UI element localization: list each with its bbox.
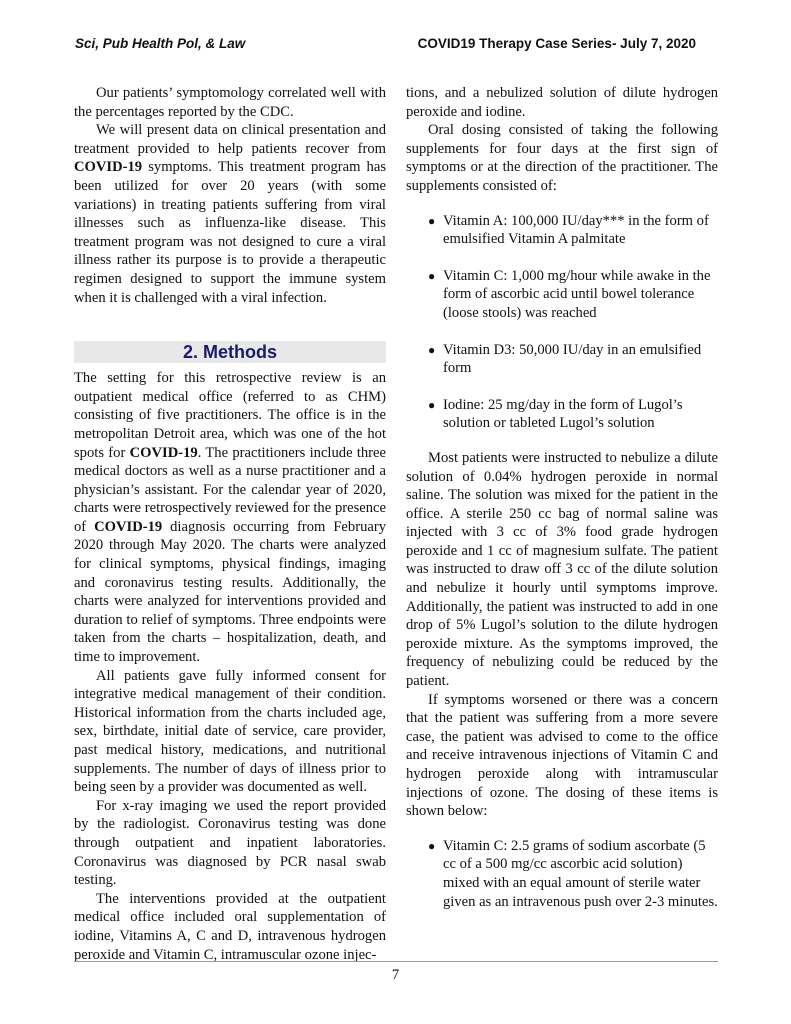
paragraph-continuation: tions, and a nebulized solution of dilute hydrogen peroxide and iodine. xyxy=(406,85,718,120)
bullet-icon: ● xyxy=(428,342,436,357)
section-spacer xyxy=(74,307,386,333)
left-column xyxy=(74,84,386,964)
bullet-icon: ● xyxy=(428,397,436,412)
paragraph-treatment-intro xyxy=(74,121,386,307)
iv-dosing-list xyxy=(406,837,718,911)
list-item-text: Vitamin C: 2.5 grams of sodium ascorbate (5 cc of a 500 mg/cc ascorbic acid solution) mixed with an equal amount of sterile water given as an intravenous push over 2-3 minutes. xyxy=(443,837,718,910)
paragraph-oral-dosing: Oral dosing consisted of taking the following supplements for four days at the first sign of symptoms or at the direction of the practitioner. The supplements consisted of: xyxy=(406,122,718,194)
list-item-text: Vitamin A: 100,000 IU/day*** in the form of emulsified Vitamin A palmitate xyxy=(443,212,709,248)
text-run: We will present data on clinical presentation and treatment provided to help patients recover from xyxy=(74,122,386,157)
list-item-text: Vitamin C: 1,000 mg/hour while awake in the form of ascorbic acid until bowel tolerance (loose stools) was reached xyxy=(443,267,711,321)
bold-term: COVID-19 xyxy=(94,518,163,535)
list-item xyxy=(406,837,718,911)
text-run: symptoms. This treatment program has been utilized for over 20 years (with some variations) in treating patients suffering from viral illnesses such as influenza-like disease. This treatment program was not designed to cure a viral illness rather its purpose is to provide a therapeutic regimen designed to support the immune system when it is challenged with a viral infection. xyxy=(74,159,386,306)
text-run: diagnosis occurring from February 2020 through May 2020. The charts were analyzed for clinical symptoms, physical findings, imaging and coronavirus testing results. Additionally, the charts were analyzed for interventions provided and duration to relief of symptoms. Three endpoints were taken from the charts – hospitalization, death, and time to improvement. xyxy=(74,518,386,666)
paragraph-interventions: The interventions provided at the outpatient medical office included oral supplementation of iodine, Vitamins A, C and D, intravenous hydrogen peroxide and Vitamin C, intramuscular ozone injec- xyxy=(74,890,386,963)
bold-term: COVID-19 xyxy=(74,159,143,176)
paragraph-consent: All patients gave fully informed consent for integrative medical management of their condition. Historical information from the charts included age, sex, birthdate, initial date of service, care provider, past medical history, medications, and nutritional supplements. The number of days of illness prior to being seen by a provider was documented as well. xyxy=(74,667,386,796)
supplement-list xyxy=(406,212,718,433)
bold-term: COVID-19 xyxy=(129,444,198,461)
right-column xyxy=(406,84,718,927)
bullet-icon: ● xyxy=(428,268,436,283)
paragraph-nebulize: Most patients were instructed to nebulize a dilute solution of 0.04% hydrogen peroxide in normal saline. The solution was mixed for the patient in the office. A sterile 250 cc bag of normal saline was injected with 3 cc of 3% food grade hydrogen peroxide and 1 cc of magnesium sulfate. The patient was instructed to draw off 3 cc of the dilute solution and nebulize it hourly until symptoms improve. Additionally, the patient was instructed to add in one drop of 5% Lugol’s solution to the dilute hydrogen peroxide mixture. As the symptoms improved, the frequency of nebulizing could be reduced by the patient. xyxy=(406,449,718,690)
list-item xyxy=(406,341,718,378)
list-item-text: Vitamin D3: 50,000 IU/day in an emulsified form xyxy=(443,341,702,377)
bullet-icon: ● xyxy=(428,213,436,228)
bullet-icon: ● xyxy=(428,838,436,853)
paragraph-setting xyxy=(74,369,386,667)
paragraph-symptomology: Our patients’ symptomology correlated well with the percentages reported by the CDC. xyxy=(74,85,386,120)
list-item xyxy=(406,267,718,323)
paragraph-severe-case: If symptoms worsened or there was a concern that the patient was suffering from a more severe case, the patient was advised to come to the office and receive intravenous injections of Vitamin C and hydrogen peroxide along with intramuscular injections of ozone. The dosing of these items is shown below: xyxy=(406,691,718,820)
running-header-title: COVID19 Therapy Case Series- July 7, 2020 xyxy=(417,36,696,51)
footer-rule xyxy=(74,961,718,962)
paragraph-imaging: For x-ray imaging we used the report provided by the radiologist. Coronavirus testing was done through outpatient and inpatient laboratories. Coronavirus was diagnosed by PCR nasal swab testing. xyxy=(74,797,386,889)
text-run: The setting for this retrospective review is an outpatient medical office (referred to as CHM) consisting of five practitioners. The office is in the metropolitan Detroit area, which was one of the hot spots for xyxy=(74,370,386,461)
page-number: 7 xyxy=(391,967,400,983)
running-header-journal: Sci, Pub Health Pol, & Law xyxy=(75,36,246,51)
list-item-text: Iodine: 25 mg/day in the form of Lugol’s solution or tableted Lugol’s solution xyxy=(443,396,683,432)
text-run: . The practitioners include three medical doctors as well as a nurse practitioner and a physician’s assistant. For the calendar year of 2020, charts were retrospectively reviewed for the presence of xyxy=(74,444,386,535)
list-item xyxy=(406,212,718,249)
section-heading-methods: 2. Methods xyxy=(74,341,386,363)
list-item xyxy=(406,396,718,433)
